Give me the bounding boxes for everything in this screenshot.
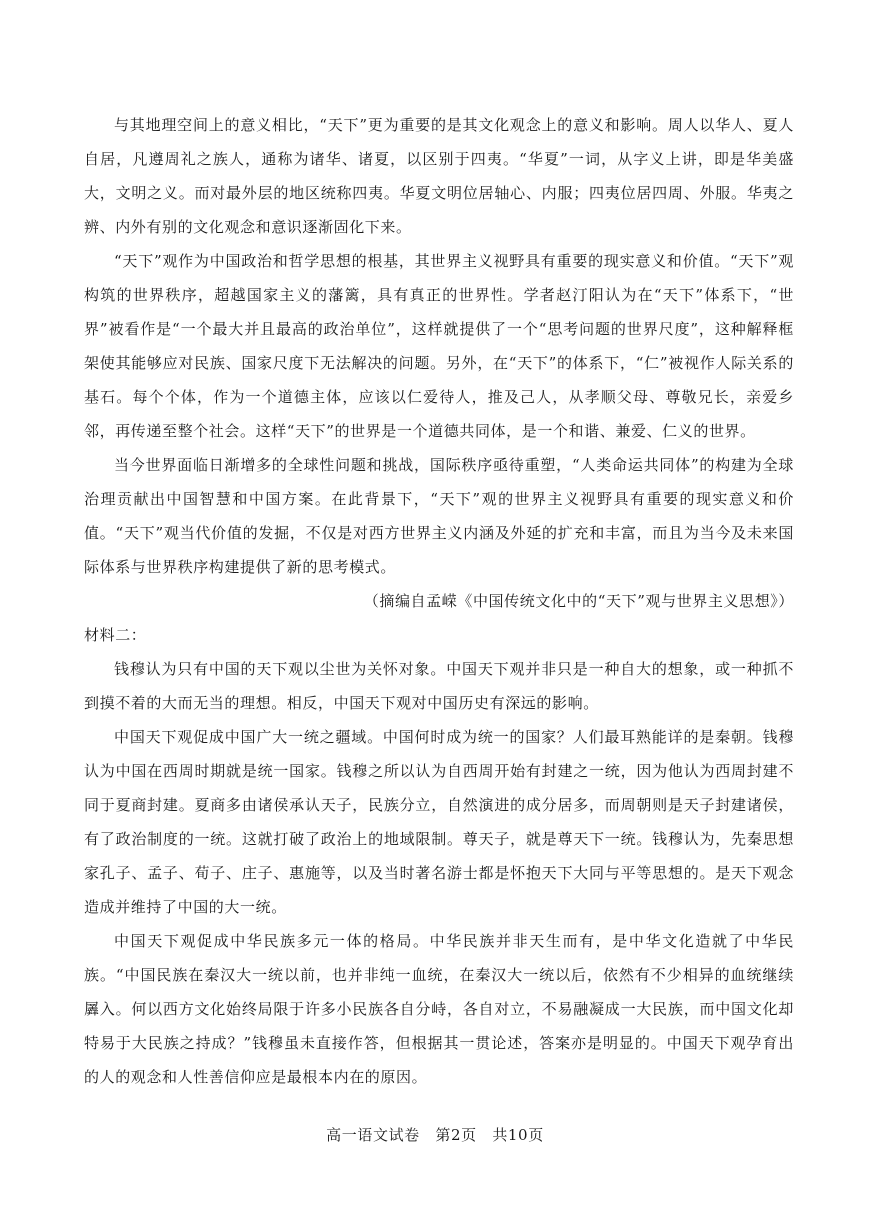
page-footer: 高一语文试卷 第2页 共10页 (326, 1126, 544, 1144)
paragraph: “天下”观作为中国政治和哲学思想的根基，其世界主义视野具有重要的现实意义和价值。“天下”观构筑的世界秩序，超越国家主义的藩篱，具有真正的世界性。学者赵汀阳认为在“天下”体系下，“世界”被看作是“一个最大并且最高的政治单位”，这样就提供了一个“思考问题的世界尺度”，这种解释框架使其能够应对民族、国家尺度下无法解决的问题。另外，在“天下”的体系下，“仁”被视作人际关系的基石。每个个体，作为一个道德主体，应该以仁爱待人，推及己人，从孝顺父母、尊敬兄长，亲爱乡邻，再传递至整个社会。这样“天下”的世界是一个道德共同体，是一个和谐、兼爱、仁义的世界。 (84, 252, 794, 440)
paragraph: 钱穆认为只有中国的天下观以尘世为关怀对象。中国天下观并非只是一种自大的想象，或一种抓不到摸不着的大而无当的理想。相反，中国天下观对中国历史有深远的影响。 (84, 660, 794, 712)
paragraph: 中国天下观促成中国广大一统之疆域。中国何时成为统一的国家？人们最耳熟能详的是秦朝。钱穆认为中国在西周时期就是统一国家。钱穆之所以认为自西周开始有封建之一统，因为他认为西周封建不同于夏商封建。夏商多由诸侯承认天子，民族分立，自然演进的成分居多，而周朝则是天子封建诸侯，有了政治制度的一统。这就打破了政治上的地域限制。尊天子，就是尊天下一统。钱穆认为，先秦思想家孔子、孟子、荀子、庄子、惠施等，以及当时著名游士都是怀抱天下大同与平等思想的。是天下观念造成并维持了中国的大一统。 (84, 728, 794, 916)
paragraph: 中国天下观促成中华民族多元一体的格局。中华民族并非天生而有，是中华文化造就了中华民族。“中国民族在秦汉大一统以前，也并非纯一血统，在秦汉大一统以后，依然有不少相异的血统继续羼入。何以西方文化始终局限于许多小民族各自分峙，各自对立，不易融凝成一大民族，而中国文化却特易于大民族之持成？”钱穆虽未直接作答，但根据其一贯论述，答案亦是明显的。中国天下观孕育出的人的观念和人性善信仰应是最根本内在的原因。 (84, 932, 794, 1086)
material-heading: 材料二： (84, 626, 147, 644)
page-body (84, 108, 794, 1094)
source-citation: （摘编自孟嵘《中国传统文化中的“天下”观与世界主义思想》） (363, 592, 794, 610)
paragraph: 当今世界面临日渐增多的全球性问题和挑战，国际秩序亟待重塑，“人类命运共同体”的构建为全球治理贡献出中国智慧和中国方案。在此背景下，“天下”观的世界主义视野具有重要的现实意义和价值。“天下”观当代价值的发掘，不仅是对西方世界主义内涵及外延的扩充和丰富，而且为当今及未来国际体系与世界秩序构建提供了新的思考模式。 (84, 456, 794, 576)
paragraph: 与其地理空间上的意义相比，“天下”更为重要的是其文化观念上的意义和影响。周人以华人、夏人自居，凡遵周礼之族人，通称为诸华、诸夏，以区别于四夷。“华夏”一词，从字义上讲，即是华美盛大，文明之义。而对最外层的地区统称四夷。华夏文明位居轴心、内服；四夷位居四周、外服。华夷之辨、内外有别的文化观念和意识逐渐固化下来。 (84, 116, 794, 236)
